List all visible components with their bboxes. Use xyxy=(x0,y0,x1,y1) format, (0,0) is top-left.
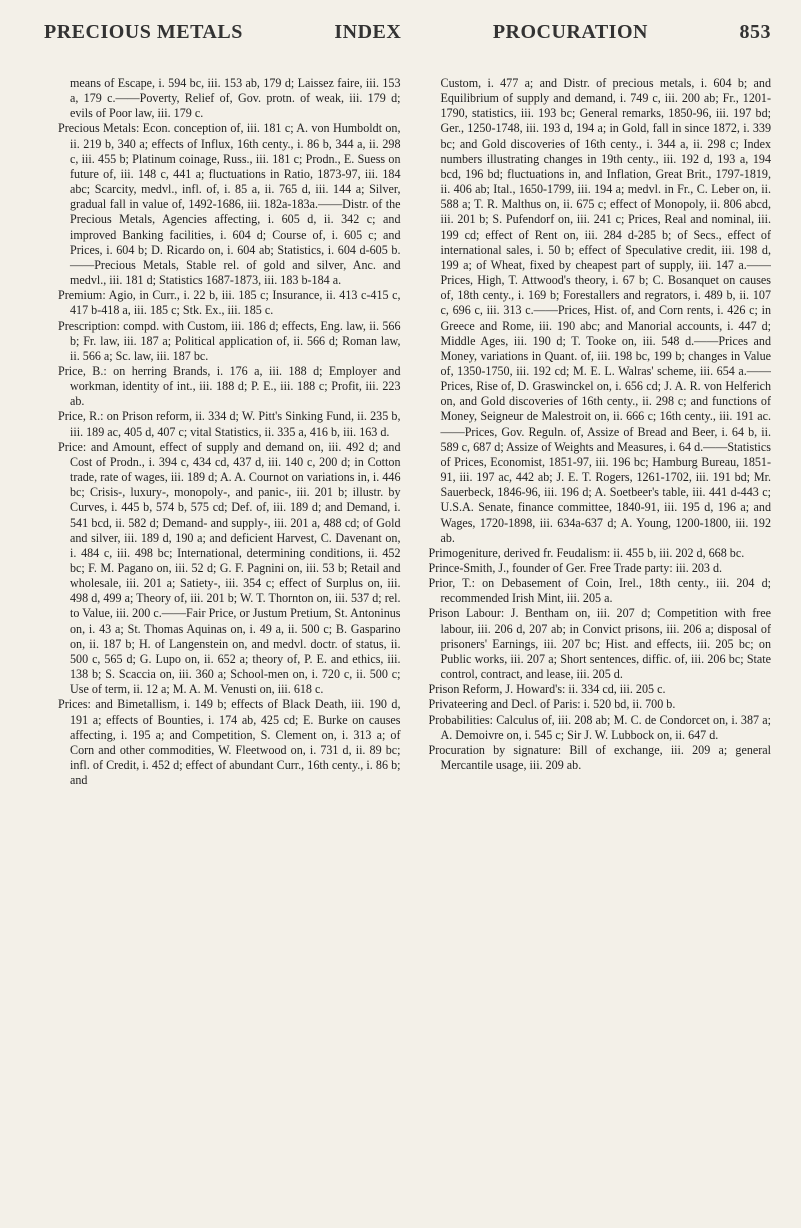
index-entry: Primogeniture, derived fr. Feudalism: ii. 455 b, iii. 202 d, 668 bc. xyxy=(428,545,745,560)
index-entry: Procuration by signature: Bill of exchange, iii. 209 a; general Mercantile usage, iii. 209 ab. xyxy=(428,742,771,773)
index-entry: Price: and Amount, effect of supply and demand on, iii. 492 d; and Cost of Prodn., i. 394 c, 434 cd, 437 d, iii. 140 c, 200 d; in Cotton trade, rate of wages, iii. 189 d; A. A. Cournot on variations in, i. 446 bc; Crisis-, luxury-, monopoly-, and panic-, iii. 201 b; illustr. by Curves, i. 445 b, 574 b, 575 cd; Def. of, iii. 189 d; and Demand, i. 541 bcd, ii. 582 d; Demand- and supply-, iii. 201 a, 488 cd; of Gold and silver, iii. 189 d, 190 a; and deficient Harvest, C. Davenant on, i. 484 c, iii. 498 bc; International, determining conditions, ii. 452 bc; F. M. Pagano on, iii. 52 d; G. F. Pagnini on, iii. 53 b; Retail and wholesale, iii. 201 a; Satiety-, iii. 354 c; effect of Surplus on, iii. 498 d, 499 a; Theory of, iii. 201 b; W. T. Thornton on, iii. 537 d; rel. to Value, iii. 200 c.——Fair Price, or Justum Pretium, St. Antoninus on, i. 43 a; St. Thomas Aquinas on, i. 49 a, ii. 500 c; B. Gasparino on, ii. 187 b; H. of Langenstein on, and medvl. doctr. of status, ii. 500 c, 565 d; G. Lupo on, ii. 652 a; theory of, P. E. and ethics, iii. 138 b; S. Scaccia on, iii. 360 a; School-men on, i. 720 c, ii. 500 c; Use of term, ii. 12 a; M. A. M. Venusti on, iii. 618 c. xyxy=(58,439,401,697)
left-column xyxy=(58,76,401,1198)
index-entry: Prescription: compd. with Custom, iii. 186 d; effects, Eng. law, ii. 566 b; Fr. law, iii. 187 a; Political application of, ii. 566 d; Roman law, ii. 566 a; Sc. law, iii. 187 bc. xyxy=(58,318,401,363)
index-entry: Privateering and Decl. of Paris: i. 520 bd, ii. 700 b. xyxy=(428,697,676,712)
page-header xyxy=(44,12,771,52)
index-entry: Premium: Agio, in Curr., i. 22 b, iii. 185 c; Insurance, ii. 413 c-415 c, 417 b-418 a, iii. 185 c; Stk. Ex., iii. 185 c. xyxy=(58,288,401,318)
index-entry: Price, B.: on herring Brands, i. 176 a, iii. 188 d; Employer and workman, identity of int., iii. 188 d; P. E., iii. 188 c; Profit, iii. 223 ab. xyxy=(58,363,401,409)
index-entry: Prices: and Bimetallism, i. 149 b; effects of Black Death, iii. 190 d, 191 a; effects of Bounties, i. 174 ab, 425 cd; E. Burke on causes affecting, i. 195 a; and Competition, S. Clement on, i. 313 a; of Corn and other commodities, W. Fleetwood on, i. 731 d, ii. 89 bc; infl. of Credit, i. 452 d; effect of abundant Curr., 16th centy., i. 86 b; and xyxy=(58,697,401,788)
index-entry: Prior, T.: on Debasement of Coin, Irel., 18th centy., iii. 204 d; recommended Irish Mint, iii. 205 a. xyxy=(428,576,771,606)
index-entry: Prison Labour: J. Bentham on, iii. 207 d; Competition with free labour, iii. 206 d, 207 ab; in Convict prisons, iii. 206 a; disposal of prisoners' Earnings, iii. 207 bc; Hist. and effects, iii. 205 bc; on Public works, iii. 207 a; Short sentences, diffic. of, iii. 206 bc; State control, contract, and lease, iii. 205 d. xyxy=(428,606,771,682)
index-columns xyxy=(58,76,771,1198)
page-number: 853 xyxy=(739,20,771,43)
index-entry: Prince-Smith, J., founder of Ger. Free Trade party: iii. 203 d. xyxy=(428,561,723,575)
running-head-left: PRECIOUS METALS xyxy=(44,20,243,43)
index-entry: Price, R.: on Prison reform, ii. 334 d; W. Pitt's Sinking Fund, ii. 235 b, iii. 189 ac, 405 d, 407 c; vital Statistics, ii. 335 a, 416 b, iii. 163 d. xyxy=(58,409,401,439)
index-entry: Custom, i. 477 a; and Distr. of precious metals, i. 604 b; and Equilibrium of supply and demand, i. 749 c, iii. 200 ab; Fr., 1201-1790, statistics, iii. 193 bc; General remarks, 1850-96, iii. 197 bd; Ger., 1250-1748, iii. 193 d, 194 a; in Gold, fall in since 1872, i. 339 bc; and Gold discoveries of 16th centy., i. 344 a, ii. 298 c; Index numbers illustrating changes in 19th centy., iii. 192 d, 193 a, 194 bcd, 196 bd; fluctuations in, and Inflation, Great Brit., 1797-1819, ii. 406 ab; Ital., 1650-1799, iii. 194 a; medvl. in Fr., C. Leber on, ii. 588 a; T. R. Malthus on, ii. 675 c; effect of Monopoly, ii. 806 abcd, iii. 201 b; S. Pufendorf on, iii. 241 c; Prices, Real and nominal, iii. 199 cd; effect of Rent on, iii. 284 d-285 b; of Secs., effect of international sales, i. 50 b; effect of Speculative credit, iii. 198 d, 199 a; of Wheat, fixed by cheapest part of supply, iii. 147 a.——Prices, High, T. Attwood's theory, i. 67 b; C. Bosanquet on causes of, 18th centy., i. 169 b; Forestallers and regrators, i. 489 b, ii. 107 c, 696 c, iii. 313 c.——Prices, Hist. of, and Corn rents, i. 426 c; in Greece and Rome, iii. 190 abc; and Manorial accounts, i. 447 d; Middle Ages, iii. 190 d; T. Tooke on, iii. 548 d.——Prices and Money, variations in Quant. of, iii. 198 bc, 199 b; changes in Value of, 1350-1750, iii. 192 cd; M. E. L. Walras' scheme, iii. 654 a.——Prices, Rise of, D. Graswinckel on, i. 656 cd; J. A. R. von Helferich on, and Gold discoveries of 16th centy., ii. 298 c; and functions of Money, Seigneur de Malestroit on, ii. 666 c; 16th centy., iii. 191 ac.——Prices, Gov. Reguln. of, Assize of Bread and Beer, i. 64 b, ii. 589 c, 687 d; Assize of Weights and Measures, i. 64 d.——Statistics of Prices, Economist, 1851-97, iii. 196 bc; Hamburg Bureau, 1851-91, iii. 197 ac, 442 ab; J. E. T. Rogers, 1261-1702, iii. 191 bd; Mr. Sauerbeck, 1846-96, iii. 196 d; A. Soetbeer's table, iii. 441 d-443 c; U.S.A. Senate, finance committee, 1840-91, iii. 195 d, 196 a; and Wages, 1720-1898, iii. 634a-637 d; A. Young, 1200-1800, iii. 192 ab. xyxy=(440,76,771,545)
index-entry: means of Escape, i. 594 bc, iii. 153 ab, 179 d; Laissez faire, iii. 153 a, 179 c.——Poverty, Relief of, Gov. protn. of weak, iii. 179 d; evils of Poor law, iii. 179 c. xyxy=(70,76,401,121)
right-column xyxy=(429,76,772,1198)
index-entry: Prison Reform, J. Howard's: ii. 334 cd, iii. 205 c. xyxy=(428,682,666,697)
index-entry: Precious Metals: Econ. conception of, iii. 181 c; A. von Humboldt on, ii. 219 b, 340 a; effects of Influx, 16th centy., i. 86 b, 344 a, ii. 298 c, iii. 455 b; Platinum coinage, Russ., iii. 181 c; Prodn., E. Suess on future of, iii. 148 c, 441 a; fluctuations in Ratio, 1873-97, iii. 184 abc; Scarcity, medvl., infl. of, i. 85 a, ii. 765 d, iii. 144 a; Silver, gradual fall in value of, 1492-1686, iii. 182a-183a.——Distr. of the Precious Metals, Agencies affecting, i. 605 d, ii. 342 c; and improved Banking facilities, i. 604 d; Course of, i. 605 c; and Prices, i. 604 b; D. Ricardo on, i. 604 ab; Statistics, i. 604 d-605 b.——Precious Metals, Stable rel. of gold and silver, Anc. and medvl., iii. 181 d; Statistics 1687-1873, iii. 183 b-184 a. xyxy=(58,121,401,288)
running-head-center: INDEX xyxy=(334,20,402,43)
running-head-right: PROCURATION xyxy=(492,20,648,43)
index-entry: Probabilities: Calculus of, iii. 208 ab; M. C. de Condorcet on, i. 387 a; A. Demoivre on, i. 545 c; Sir J. W. Lubbock on, ii. 647 d. xyxy=(428,712,771,742)
